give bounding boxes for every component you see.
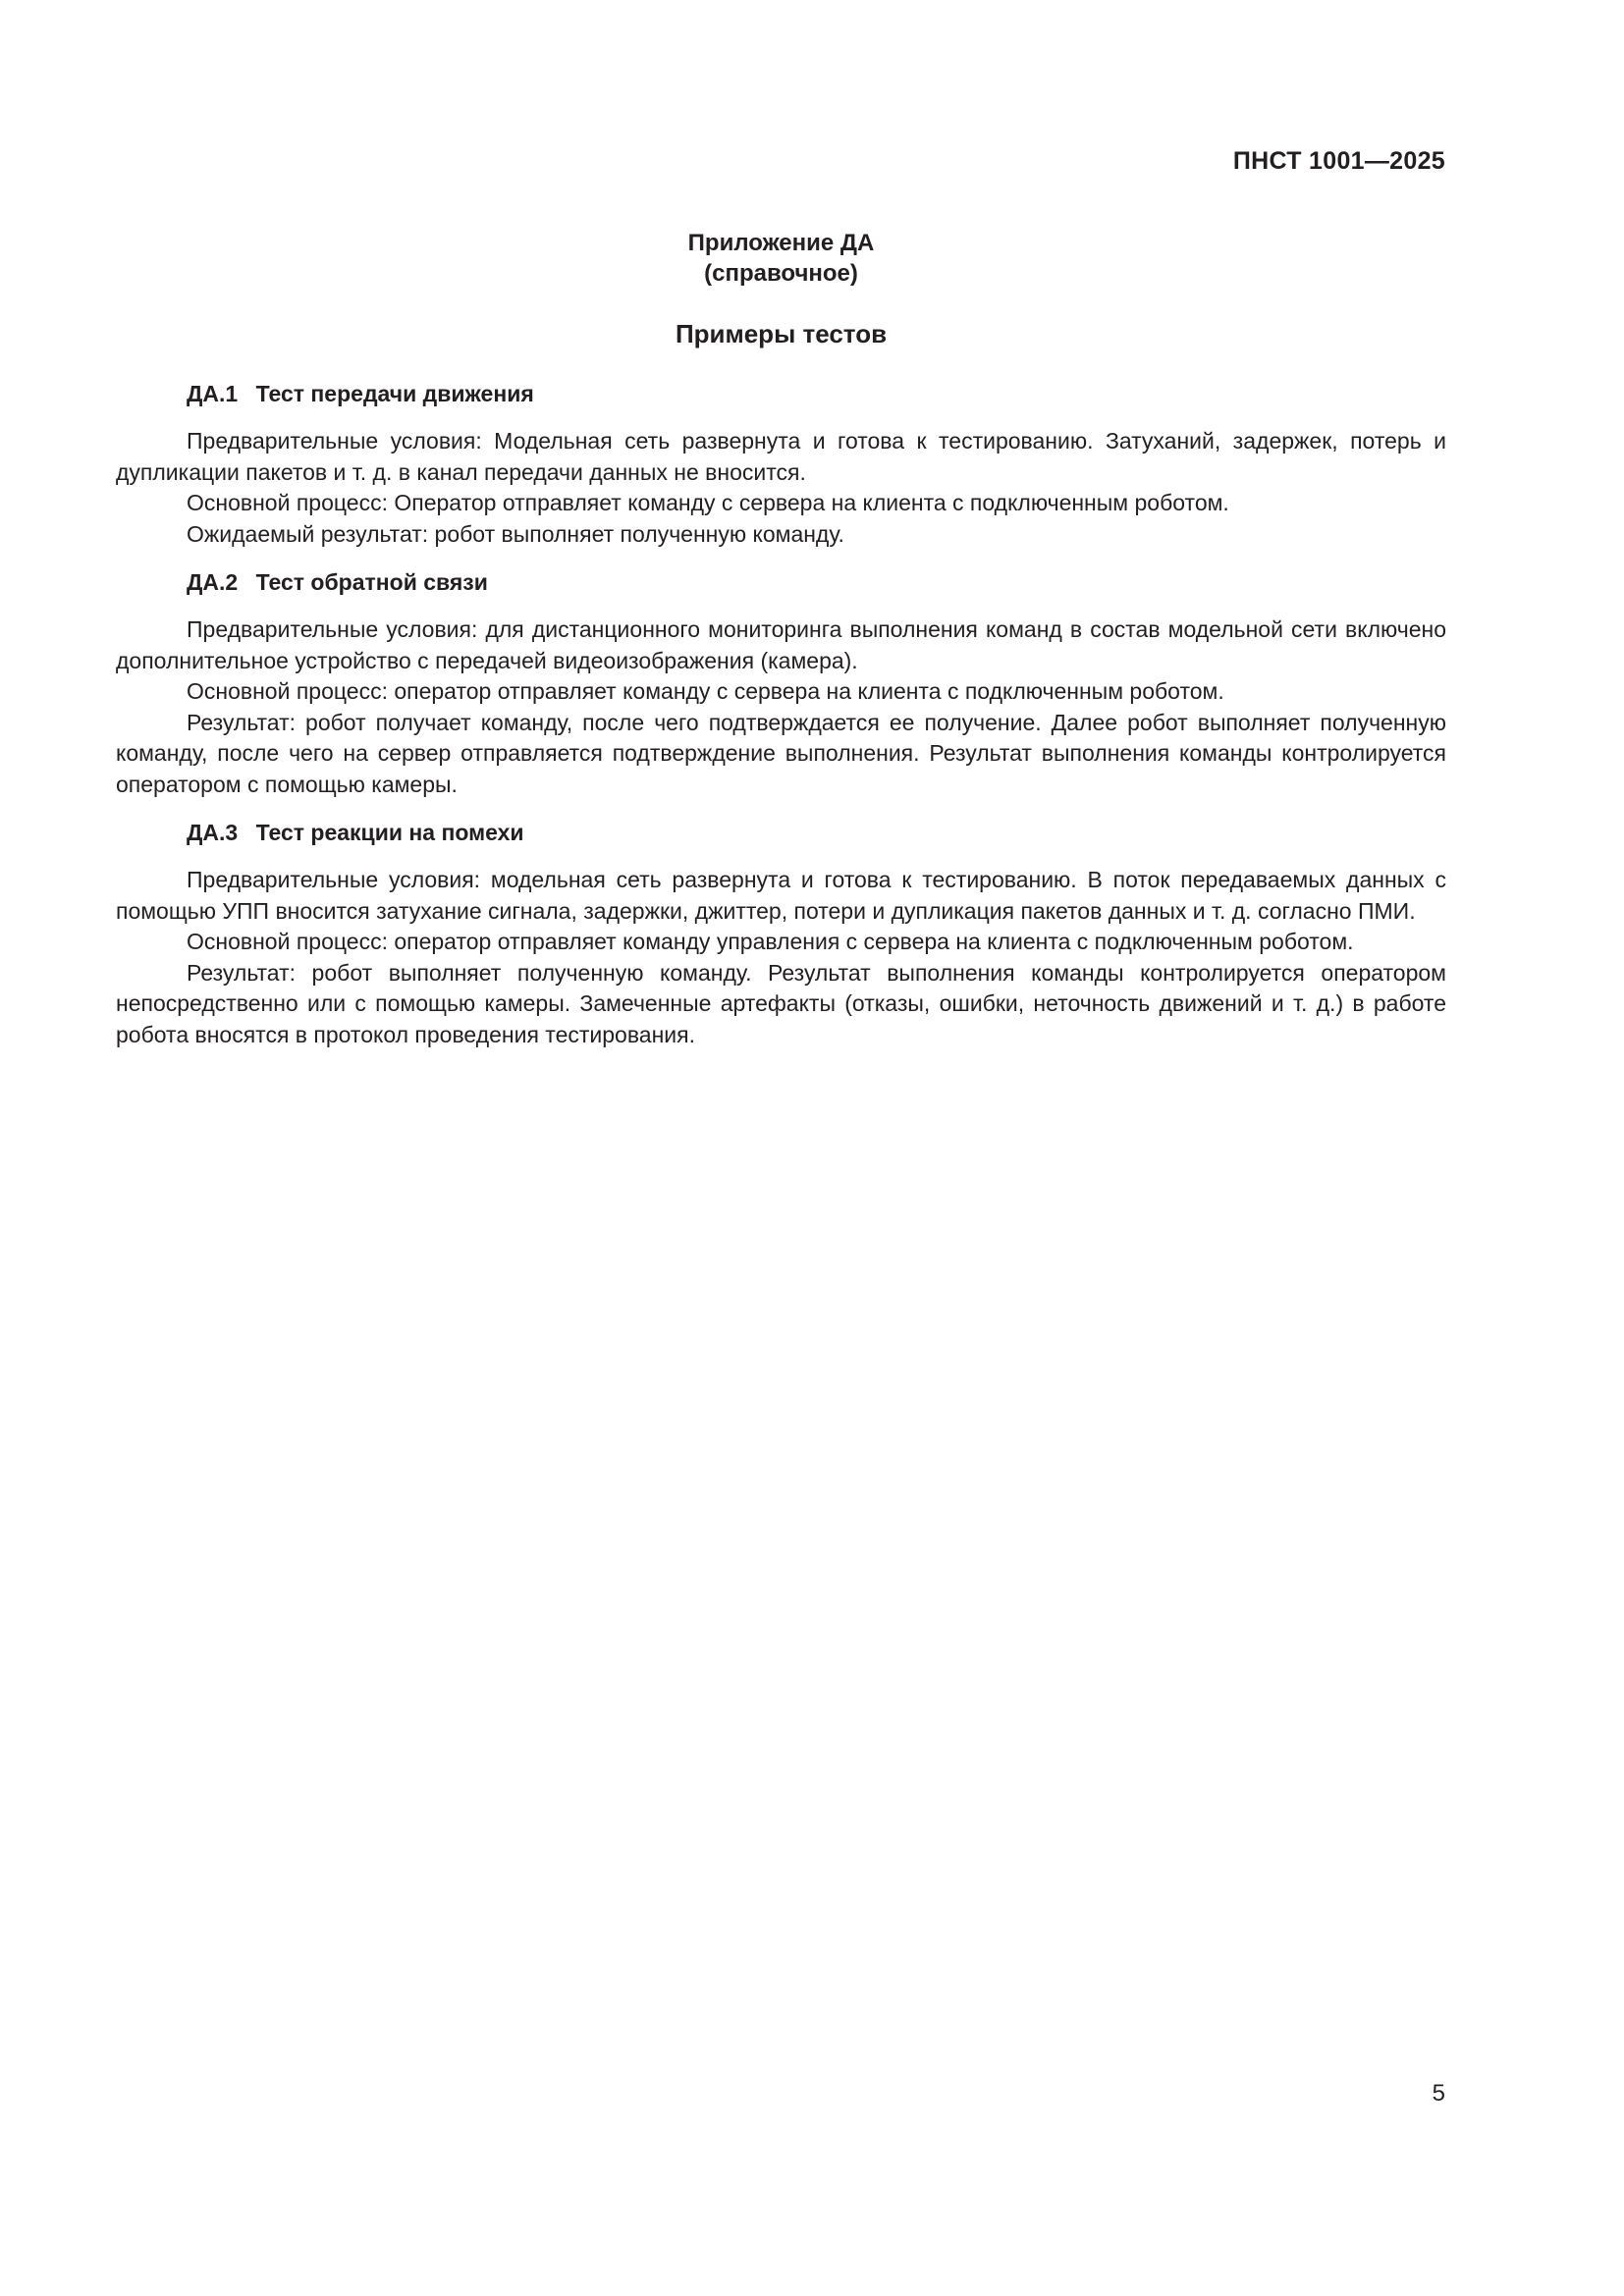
- appendix-title: Приложение ДА: [687, 230, 875, 256]
- section-da1: [116, 379, 1446, 550]
- subsection-number: ДА.1: [187, 381, 239, 406]
- subsection-title: Тест реакции на помехи: [255, 820, 524, 845]
- subsection-heading: [116, 567, 1446, 597]
- appendix-subtitle: (справочное): [704, 260, 858, 287]
- paragraph: Ожидаемый результат: робот выполняет полученную команду.: [187, 520, 844, 547]
- paragraph: Результат: робот выполняет полученную команду. Результат выполнения команды контролируется оператором непосредственно или с помощью камеры. Замеченные артефакты (отказы, ошибки, неточность движений и т. д.) в работе робота вносятся в протокол проведения тестирования.: [116, 959, 1446, 1047]
- section-da2: [116, 567, 1446, 800]
- subsection-heading: [116, 818, 1446, 847]
- paragraph: Основной процесс: Оператор отправляет команду с сервера на клиента с подключенным роботом.: [187, 490, 1229, 515]
- page-number: 5: [1432, 2080, 1445, 2107]
- paragraph: Основной процесс: оператор отправляет команду управления с сервера на клиента с подключенным роботом.: [187, 929, 1354, 954]
- page-content: [116, 228, 1446, 1050]
- subsection-number: ДА.3: [187, 820, 239, 845]
- section-da3: [116, 818, 1446, 1050]
- subsection-number: ДА.2: [187, 569, 239, 595]
- subsection-title: Тест обратной связи: [255, 569, 488, 595]
- paragraph: Предварительные условия: модельная сеть развернута и готова к тестированию. В поток передаваемых данных с помощью УПП вносится затухание сигнала, задержки, джиттер, потери и дупликация пакетов данных и т. д. согласно ПМИ.: [116, 867, 1446, 924]
- paragraph: Предварительные условия: Модельная сеть развернута и готова к тестированию. Затуханий, задержек, потерь и дупликации пакетов и т. д. в канал передачи данных не вносится.: [116, 428, 1446, 485]
- paragraph: Результат: робот получает команду, после чего подтверждается ее получение. Далее робот выполняет полученную команду, после чего на сервер отправляется подтверждение выполнения. Результат выполнения команды контролируется оператором с помощью камеры.: [116, 709, 1446, 797]
- paragraph: Предварительные условия: для дистанционного мониторинга выполнения команд в состав модельной сети включено дополнительное устройство с передачей видеоизображения (камера).: [116, 616, 1446, 673]
- paragraph: Основной процесс: оператор отправляет команду с сервера на клиента с подключенным роботом.: [187, 678, 1224, 704]
- subsection-title: Тест передачи движения: [255, 381, 534, 406]
- subsection-heading: [116, 379, 1446, 408]
- document-code: ПНСТ 1001—2025: [1232, 147, 1445, 175]
- section-title: Примеры тестов: [675, 319, 888, 348]
